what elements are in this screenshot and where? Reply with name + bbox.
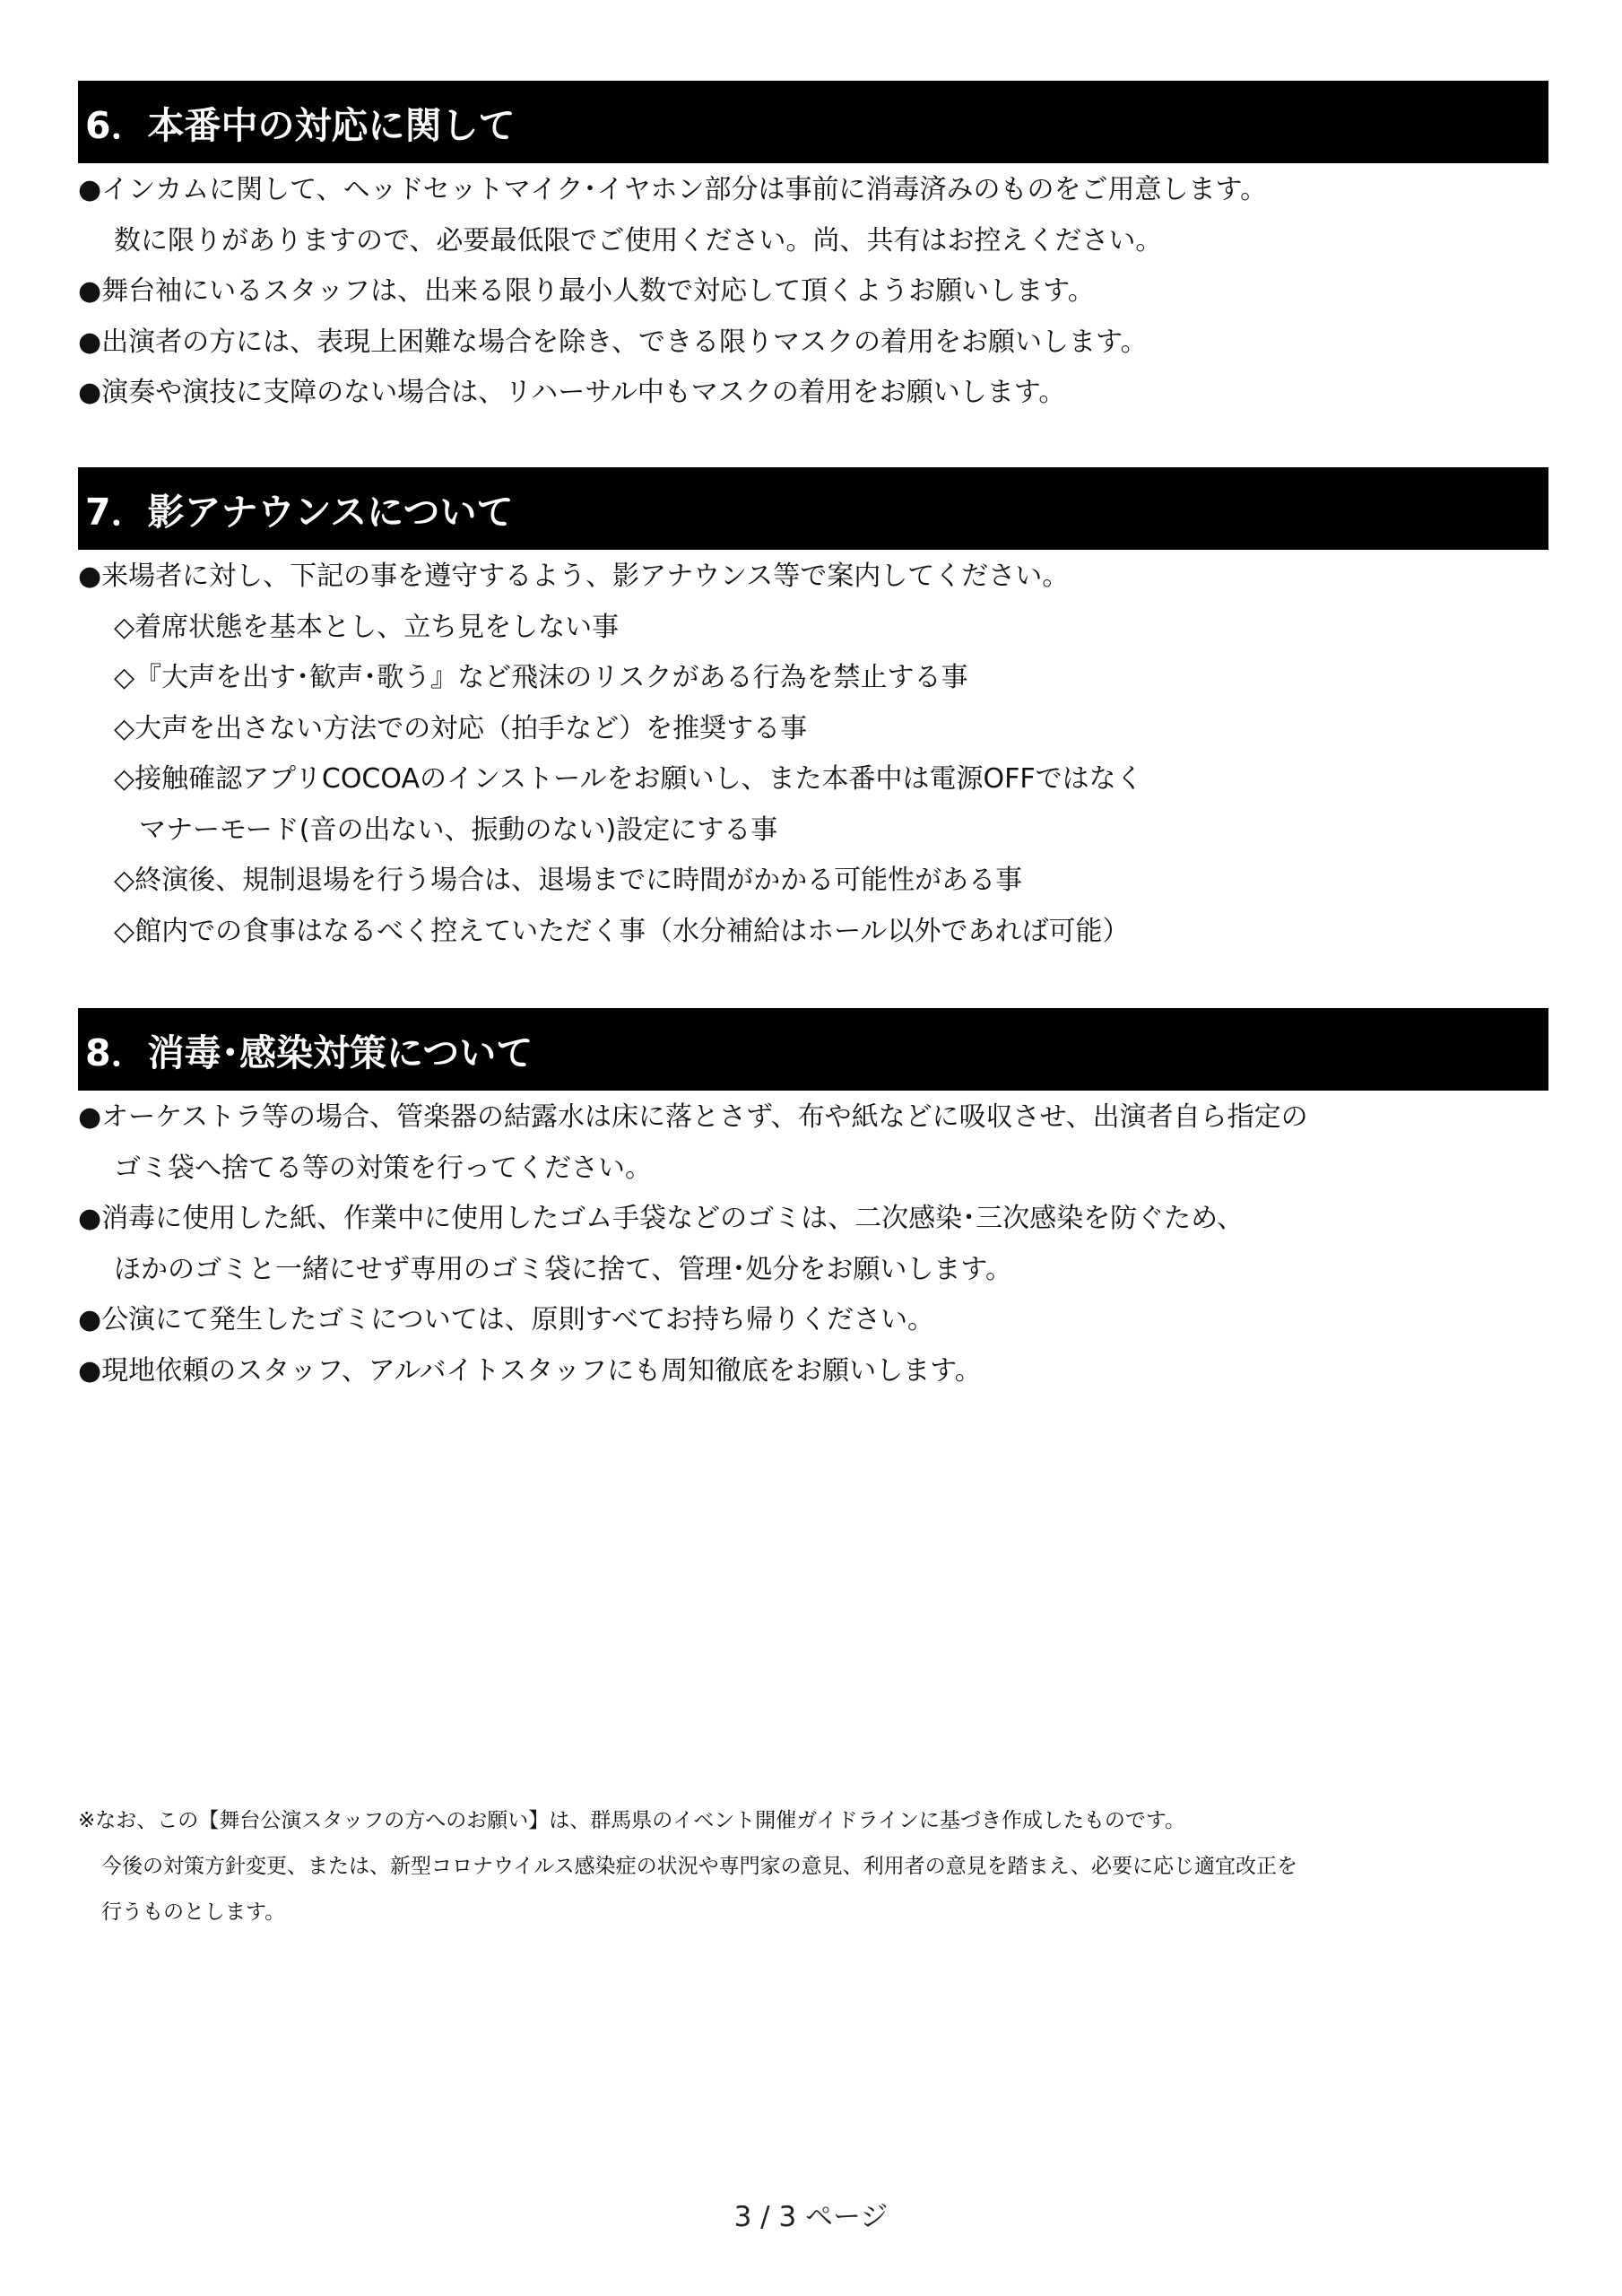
list-item-continuation: ほかのゴミと一緒にせず専用のゴミ袋に捨て、管理･処分をお願いします。 [114, 1253, 1012, 1285]
list-item: ●公演にて発生したゴミについては、原則すべてお持ち帰りください。 [78, 1304, 934, 1335]
list-item-continuation: 数に限りがありますので、必要最低限でご使用ください。尚、共有はお控えください。 [114, 224, 1163, 257]
section-8 [78, 1008, 1548, 1396]
sub-list-item: ◇着席状態を基本とし、立ち見をしない事 [114, 611, 620, 643]
list-item: ●消毒に使用した紙、作業中に使用したゴム手袋などのゴミは、二次感染･三次感染を防ぐため、 [78, 1203, 1244, 1234]
footnote-line: ※なお、この【舞台公演スタッフの方へのお願い】は、群馬県のイベント開催ガイドラインに基づき作成したものです。 [78, 1809, 1186, 1832]
list-item: ●演奏や演技に支障のない場合は、リハーサル中もマスクの着用をお願いします。 [78, 377, 1066, 408]
sub-list-item: ◇終演後、規制退場を行う場合は、退場までに時間がかかる可能性がある事 [114, 865, 1023, 896]
list-item: ●舞台袖にいるスタッフは、出来る限り最小人数で対応して頂くようお願いします。 [78, 275, 1095, 307]
section-8-body [78, 1092, 1548, 1396]
section-7 [78, 467, 1548, 957]
section-8-heading: 8．消毒･感染対策について [78, 1008, 1548, 1091]
list-item: ●出演者の方には、表現上困難な場合を除き、できる限りマスクの着用をお願いします。 [78, 326, 1148, 358]
list-item: ●インカムに関して、ヘッドセットマイク･イヤホン部分は事前に消毒済みのものをご用意します。 [78, 174, 1268, 205]
sub-list-item: ◇大声を出さない方法での対応（拍手など）を推奨する事 [114, 712, 808, 744]
sub-list-item-continuation: マナーモード(音の出ない、振動のない)設定にする事 [139, 813, 778, 846]
section-7-heading: 7．影アナウンスについて [78, 467, 1548, 550]
section-6 [78, 81, 1548, 419]
page-number: 3 / 3 ページ [733, 2201, 889, 2233]
sub-list-item: ◇接触確認アプリCOCOAのインストールをお願いし、また本番中は電源OFFではなく [114, 763, 1143, 795]
list-item: ●現地依頼のスタッフ、アルバイトスタッフにも周知徹底をお願いします。 [78, 1354, 982, 1387]
footnote [78, 1798, 1548, 1935]
footnote-line: 今後の対策方針変更、または、新型コロナウイルス感染症の状況や専門家の意見、利用者の意見を踏まえ、必要に応じ適宜改正を [101, 1855, 1297, 1878]
list-item: ●オーケストラ等の場合、管楽器の結露水は床に落とさず、布や紙などに吸収させ、出演者自ら指定の [78, 1101, 1308, 1133]
section-6-body [78, 165, 1548, 419]
list-item: ●来場者に対し、下記の事を遵守するよう、影アナウンス等で案内してください。 [78, 561, 1070, 592]
sub-list-item: ◇『大声を出す･歓声･歌う』など飛沫のリスクがある行為を禁止する事 [114, 662, 968, 693]
footnote-line: 行うものとします。 [101, 1900, 286, 1924]
list-item-continuation: ゴミ袋へ捨てる等の対策を行ってください。 [114, 1152, 652, 1184]
sub-list-item: ◇館内での食事はなるべく控えていただく事（水分補給はホール以外であれば可能） [114, 915, 1130, 947]
section-6-heading: 6．本番中の対応に関して [78, 81, 1548, 163]
section-7-body [78, 552, 1548, 957]
